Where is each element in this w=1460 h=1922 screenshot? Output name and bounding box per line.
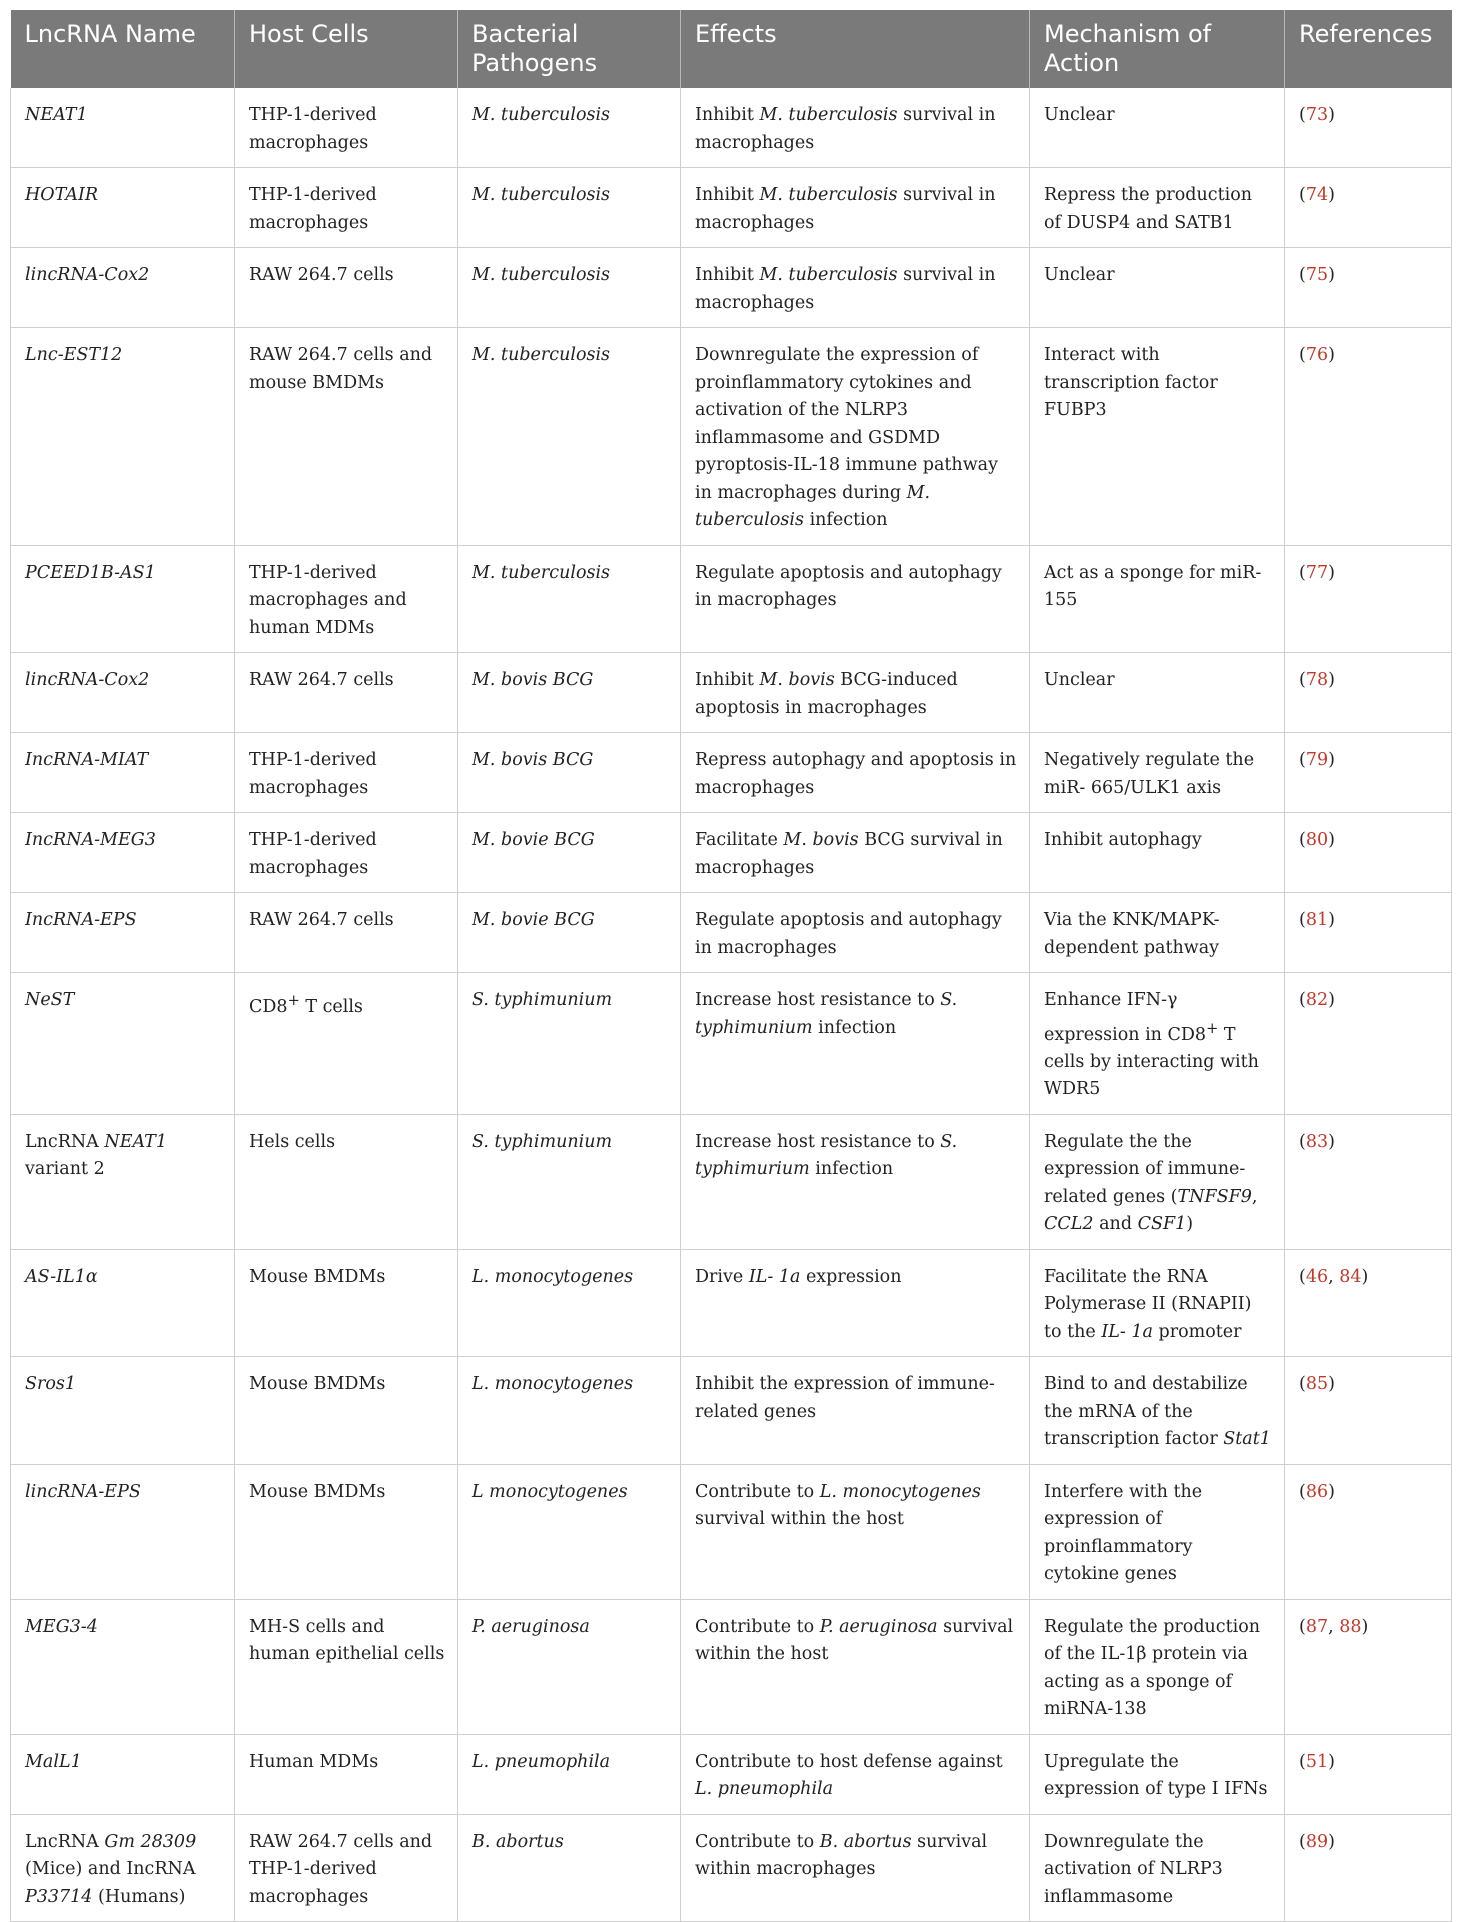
text-segment: Inhibit [695,185,760,205]
cell-host-cells [235,733,458,813]
text-segment: Contribute to host defense against [695,1751,1003,1772]
reference-link[interactable]: 75 [1305,265,1329,285]
cell-effects [681,1599,1030,1734]
text-segment: RAW 264.7 cells [249,910,394,930]
text-segment: and [1093,1214,1138,1235]
text-segment: S. typhimurium [695,1131,958,1180]
text-segment: survival in macrophages [695,105,996,153]
cell-lncrna-name [11,328,235,546]
text-segment: THP-1-derived macrophages and human MDMs [249,562,407,638]
cell-effects [681,1814,1030,1922]
cell-lncrna-name [11,1357,235,1465]
text-segment: Lnc-EST12 [25,345,123,365]
text-segment: Sros1 [25,1374,77,1395]
text-segment: Unclear [1044,670,1115,690]
text-segment: IncRNA-MIAT [25,750,149,770]
cell-effects [681,1734,1030,1814]
reference-link[interactable]: 46 [1305,1266,1329,1287]
cell-bacterial-pathogen [458,1599,681,1734]
cell-host-cells [235,1357,458,1465]
text-segment: IncRNA-EPS [25,910,137,930]
cell-lncrna-name [11,545,235,653]
text-segment: Mouse BMDMs [249,1481,386,1502]
text-segment: RAW 264.7 cells [249,265,394,285]
table-row [11,1114,1452,1249]
text-segment: Interact with transcription factor FUBP3 [1044,345,1218,420]
table-body [11,88,1452,1922]
cell-lncrna-name [11,653,235,733]
text-segment: Contribute to [695,1481,820,1502]
cell-bacterial-pathogen [458,1814,681,1922]
cell-lncrna-name [11,893,235,973]
text-segment: ) [1186,1214,1194,1235]
text-segment: S. typhimunium [472,1131,613,1152]
text-segment: Inhibit [695,670,760,690]
cell-mechanism [1030,328,1285,546]
cell-references: (81) [1285,893,1452,973]
header-references: References [1285,10,1452,88]
text-segment: Unclear [1044,105,1115,125]
cell-references: (46, 84) [1285,1249,1452,1357]
header-host-cells: Host Cells [235,10,458,88]
text-segment: L. monocytogenes [819,1481,981,1502]
cell-mechanism [1030,1114,1285,1249]
cell-bacterial-pathogen [458,168,681,248]
cell-references: (82) [1285,973,1452,1115]
cell-lncrna-name [11,248,235,328]
cell-bacterial-pathogen [458,1249,681,1357]
text-segment: M. tuberculosis [472,105,611,125]
reference-link[interactable]: 85 [1305,1374,1329,1395]
cell-mechanism [1030,1249,1285,1357]
text-segment: RAW 264.7 cells [249,670,394,690]
cell-bacterial-pathogen [458,813,681,893]
text-segment: B. abortus [472,1831,564,1852]
lncrna-table [10,10,1452,1922]
text-segment: M. tuberculosis [695,482,931,530]
text-segment: M. bovie BCG [472,910,595,930]
cell-effects [681,1114,1030,1249]
text-segment: RAW 264.7 cells and mouse BMDMs [249,345,433,393]
cell-host-cells [235,893,458,973]
table-row [11,1814,1452,1922]
table-row [11,813,1452,893]
table-row [11,248,1452,328]
text-segment: CD8 [249,996,288,1017]
text-segment: , [1251,1186,1258,1207]
cell-bacterial-pathogen [458,1464,681,1599]
text-segment: M. tuberculosis [472,265,611,285]
cell-mechanism [1030,973,1285,1115]
text-segment: S. typhimunium [695,990,958,1038]
cell-host-cells [235,248,458,328]
cell-lncrna-name [11,733,235,813]
text-segment: Mouse BMDMs [249,1266,386,1287]
text-segment: NEAT1 [25,105,88,125]
text-segment: Increase host resistance to [695,1131,941,1152]
text-segment: Inhibit [695,265,760,285]
cell-host-cells [235,168,458,248]
text-segment: L. pneumophila [695,1779,834,1800]
text-segment: CSF1 [1137,1214,1187,1235]
text-segment: Hels cells [249,1131,336,1152]
cell-references: (79) [1285,733,1452,813]
cell-references: (87, 88) [1285,1599,1452,1734]
text-segment: IncRNA-MEG3 [25,830,156,850]
cell-references: (78) [1285,653,1452,733]
reference-link[interactable]: 83 [1305,1131,1329,1152]
text-segment: P. aeruginosa [819,1616,938,1637]
reference-link[interactable]: 76 [1305,345,1329,365]
text-segment: Bind to and destabilize the mRNA of the transcription factor [1044,1374,1248,1450]
text-segment: Facilitate [695,830,784,850]
cell-references: (51) [1285,1734,1452,1814]
text-segment: Inhibit [695,105,760,125]
cell-mechanism [1030,1357,1285,1465]
text-segment: variant 2 [25,1159,105,1180]
cell-host-cells [235,1249,458,1357]
cell-host-cells [235,973,458,1115]
text-segment: L monocytogenes [472,1481,628,1502]
cell-lncrna-name [11,1114,235,1249]
cell-mechanism [1030,733,1285,813]
reference-link[interactable]: 82 [1305,990,1329,1010]
reference-link[interactable]: 79 [1305,750,1329,770]
table-row [11,1464,1452,1599]
cell-bacterial-pathogen [458,733,681,813]
cell-bacterial-pathogen [458,1114,681,1249]
text-segment: NeST [25,990,75,1010]
text-segment: RAW 264.7 cells and THP-1-derived macrophages [249,1831,433,1907]
cell-effects [681,545,1030,653]
cell-references: (75) [1285,248,1452,328]
text-segment: survival within the host [695,1616,1014,1665]
reference-link[interactable]: 74 [1305,185,1329,205]
cell-host-cells [235,1114,458,1249]
text-segment: Interfere with the expression of proinflammatory cytokine genes [1044,1481,1203,1585]
reference-link[interactable]: 51 [1305,1751,1329,1772]
cell-host-cells [235,1464,458,1599]
cell-references: (83) [1285,1114,1452,1249]
cell-host-cells [235,653,458,733]
cell-mechanism [1030,1599,1285,1734]
text-segment: BCG-induced apoptosis in macrophages [695,670,958,718]
text-segment: CCL2 [1044,1214,1094,1235]
text-segment: S. typhimunium [472,990,613,1010]
text-segment: MEG3-4 [25,1616,98,1637]
cell-references: (76) [1285,328,1452,546]
cell-effects [681,813,1030,893]
cell-host-cells [235,813,458,893]
text-segment: Stat1 [1223,1429,1271,1450]
text-segment: (Mice) and IncRNA [25,1859,196,1880]
reference-link[interactable]: 77 [1305,562,1329,583]
table-row [11,973,1452,1115]
text-segment: LncRNA [25,1131,105,1152]
lncrna-table-container [10,10,1451,1922]
text-segment: + [1206,1019,1219,1037]
text-segment: L. monocytogenes [472,1266,634,1287]
cell-effects [681,653,1030,733]
cell-effects [681,1249,1030,1357]
cell-host-cells [235,328,458,546]
text-segment: Upregulate the expression of type I IFNs [1044,1751,1268,1800]
cell-bacterial-pathogen [458,973,681,1115]
text-segment: infection [812,1017,897,1038]
text-segment: Contribute to [695,1616,820,1637]
text-segment: Repress autophagy and apoptosis in macrophages [695,750,1017,798]
text-segment: MH-S cells and human epithelial cells [249,1616,445,1665]
cell-bacterial-pathogen [458,88,681,168]
text-segment: Act as a sponge for miR-155 [1044,562,1262,610]
text-segment: survival in macrophages [695,265,996,313]
text-segment: lincRNA-Cox2 [25,670,150,690]
cell-references: (85) [1285,1357,1452,1465]
cell-effects [681,248,1030,328]
cell-effects [681,328,1030,546]
cell-mechanism [1030,88,1285,168]
text-segment: Contribute to [695,1831,820,1852]
text-segment: Downregulate the expression of proinflammatory cytokines and activation of the NLRP3 inflammasome and GSDMD pyroptosis-IL-18 immune pathway in macrophages during [695,345,998,503]
text-segment: infection [809,1159,894,1180]
reference-link[interactable]: 84 [1339,1266,1362,1287]
cell-references: (89) [1285,1814,1452,1922]
cell-mechanism [1030,168,1285,248]
text-segment: P33714 [25,1886,93,1907]
text-segment: TNFSF9 [1177,1186,1252,1207]
text-segment: PCEED1B-AS1 [25,562,156,583]
cell-lncrna-name [11,813,235,893]
text-segment: B. abortus [819,1831,912,1852]
cell-mechanism [1030,893,1285,973]
cell-mechanism [1030,653,1285,733]
table-row [11,168,1452,248]
text-segment: M. bovis BCG [472,750,594,770]
text-segment: Regulate apoptosis and autophagy in macrophages [695,562,1002,610]
text-segment: Inhibit the expression of immune-related genes [695,1374,995,1422]
text-segment: + [287,992,300,1009]
text-segment: Unclear [1044,265,1115,285]
cell-references: (80) [1285,813,1452,893]
text-segment: Gm 28309 [104,1831,197,1852]
text-segment: survival within macrophages [695,1831,988,1880]
cell-bacterial-pathogen [458,1734,681,1814]
table-row [11,328,1452,546]
text-segment: Regulate apoptosis and autophagy in macrophages [695,910,1002,958]
text-segment: M. tuberculosis [759,185,898,205]
reference-link[interactable]: 89 [1305,1831,1329,1852]
cell-effects [681,168,1030,248]
cell-lncrna-name [11,168,235,248]
header-effects: Effects [681,10,1030,88]
text-segment: M. tuberculosis [472,562,611,583]
text-segment: Enhance IFN-γ expression in CD8 [1044,990,1207,1045]
cell-effects [681,973,1030,1115]
text-segment: L. pneumophila [472,1751,611,1772]
text-segment: Human MDMs [249,1751,379,1772]
text-segment: NEAT1 [104,1131,167,1152]
table-header [11,10,1452,88]
cell-bacterial-pathogen [458,328,681,546]
text-segment: Inhibit autophagy [1044,830,1202,850]
table-row [11,1599,1452,1734]
table-row [11,1357,1452,1465]
cell-effects [681,893,1030,973]
text-segment: Mouse BMDMs [249,1374,386,1395]
cell-effects [681,1357,1030,1465]
text-segment: MalL1 [25,1751,82,1772]
cell-host-cells [235,1734,458,1814]
cell-references: (77) [1285,545,1452,653]
cell-mechanism [1030,813,1285,893]
table-row [11,1734,1452,1814]
text-segment: THP-1-derived macrophages [249,830,377,878]
cell-host-cells [235,88,458,168]
cell-bacterial-pathogen [458,1357,681,1465]
reference-link[interactable]: 87 [1305,1616,1329,1637]
text-segment: (Humans) [92,1886,186,1907]
text-segment: LncRNA [25,1831,105,1852]
text-segment: THP-1-derived macrophages [249,750,377,798]
cell-references: (74) [1285,168,1452,248]
text-segment: M. bovie BCG [472,830,595,850]
reference-link[interactable]: 78 [1305,670,1329,690]
cell-mechanism [1030,545,1285,653]
text-segment: Drive [695,1266,749,1287]
text-segment: P. aeruginosa [472,1616,590,1637]
cell-mechanism [1030,248,1285,328]
header-row [11,10,1452,88]
table-row [11,733,1452,813]
cell-lncrna-name [11,1734,235,1814]
header-mechanism: Mechanism of Action [1030,10,1285,88]
text-segment: L. monocytogenes [472,1374,634,1395]
text-segment: M. tuberculosis [759,265,898,285]
cell-bacterial-pathogen [458,545,681,653]
text-segment: promoter [1152,1321,1242,1342]
table-row [11,893,1452,973]
cell-lncrna-name [11,88,235,168]
cell-lncrna-name [11,973,235,1115]
text-segment: M. tuberculosis [472,345,611,365]
table-row [11,88,1452,168]
text-segment: AS-IL1α [25,1266,98,1287]
cell-mechanism [1030,1734,1285,1814]
text-segment: T cells [299,996,363,1017]
text-segment: Regulate the the expression of immune-related genes ( [1044,1131,1246,1207]
text-segment: M. tuberculosis [472,185,611,205]
text-segment: survival within the host [695,1509,904,1530]
text-segment: M. bovis BCG [472,670,594,690]
cell-mechanism [1030,1464,1285,1599]
table-row [11,545,1452,653]
table-row [11,653,1452,733]
text-segment: Negatively regulate the miR- 665/ULK1 axis [1044,750,1255,798]
reference-link[interactable]: 73 [1305,105,1329,125]
text-segment: T cells by interacting with WDR5 [1044,1024,1259,1100]
header-lncrna-name: LncRNA Name [11,10,235,88]
reference-link[interactable]: 88 [1339,1616,1362,1637]
text-segment: expression [800,1266,902,1287]
header-bacterial-pathogens: Bacterial Pathogens [458,10,681,88]
cell-host-cells [235,1599,458,1734]
text-segment: M. bovis [759,670,835,690]
cell-effects [681,1464,1030,1599]
cell-bacterial-pathogen [458,893,681,973]
text-segment: survival in macrophages [695,185,996,233]
text-segment: THP-1-derived macrophages [249,185,377,233]
text-segment: Downregulate the activation of NLRP3 inflammasome [1044,1831,1223,1907]
table-row [11,1249,1452,1357]
cell-references: (86) [1285,1464,1452,1599]
text-segment: lincRNA-Cox2 [25,265,150,285]
cell-lncrna-name [11,1249,235,1357]
cell-lncrna-name [11,1814,235,1922]
text-segment: lincRNA-EPS [25,1481,141,1502]
cell-lncrna-name [11,1464,235,1599]
text-segment: Increase host resistance to [695,990,941,1010]
text-segment: IL- 1a [1101,1321,1153,1342]
text-segment: Regulate the production of the IL-1β protein via acting as a sponge of miRNA-138 [1044,1616,1261,1720]
cell-effects [681,88,1030,168]
cell-bacterial-pathogen [458,653,681,733]
reference-link[interactable]: 86 [1305,1481,1329,1502]
cell-mechanism [1030,1814,1285,1922]
text-segment: THP-1-derived macrophages [249,105,377,153]
cell-host-cells [235,1814,458,1922]
cell-host-cells [235,545,458,653]
cell-bacterial-pathogen [458,248,681,328]
reference-link[interactable]: 80 [1305,830,1329,850]
text-segment: HOTAIR [25,185,99,205]
text-segment: M. bovis [783,830,859,850]
cell-effects [681,733,1030,813]
text-segment: BCG survival in macrophages [695,830,1003,878]
text-segment: IL- 1a [748,1266,801,1287]
cell-lncrna-name [11,1599,235,1734]
cell-references: (73) [1285,88,1452,168]
text-segment: Facilitate the RNA Polymerase II (RNAPII) to the [1044,1266,1252,1342]
reference-link[interactable]: 81 [1305,910,1329,930]
text-segment: Repress the production of DUSP4 and SATB1 [1044,185,1253,233]
text-segment: Via the KNK/MAPK-dependent pathway [1044,910,1220,958]
text-segment: infection [804,510,888,530]
text-segment: M. tuberculosis [759,105,898,125]
